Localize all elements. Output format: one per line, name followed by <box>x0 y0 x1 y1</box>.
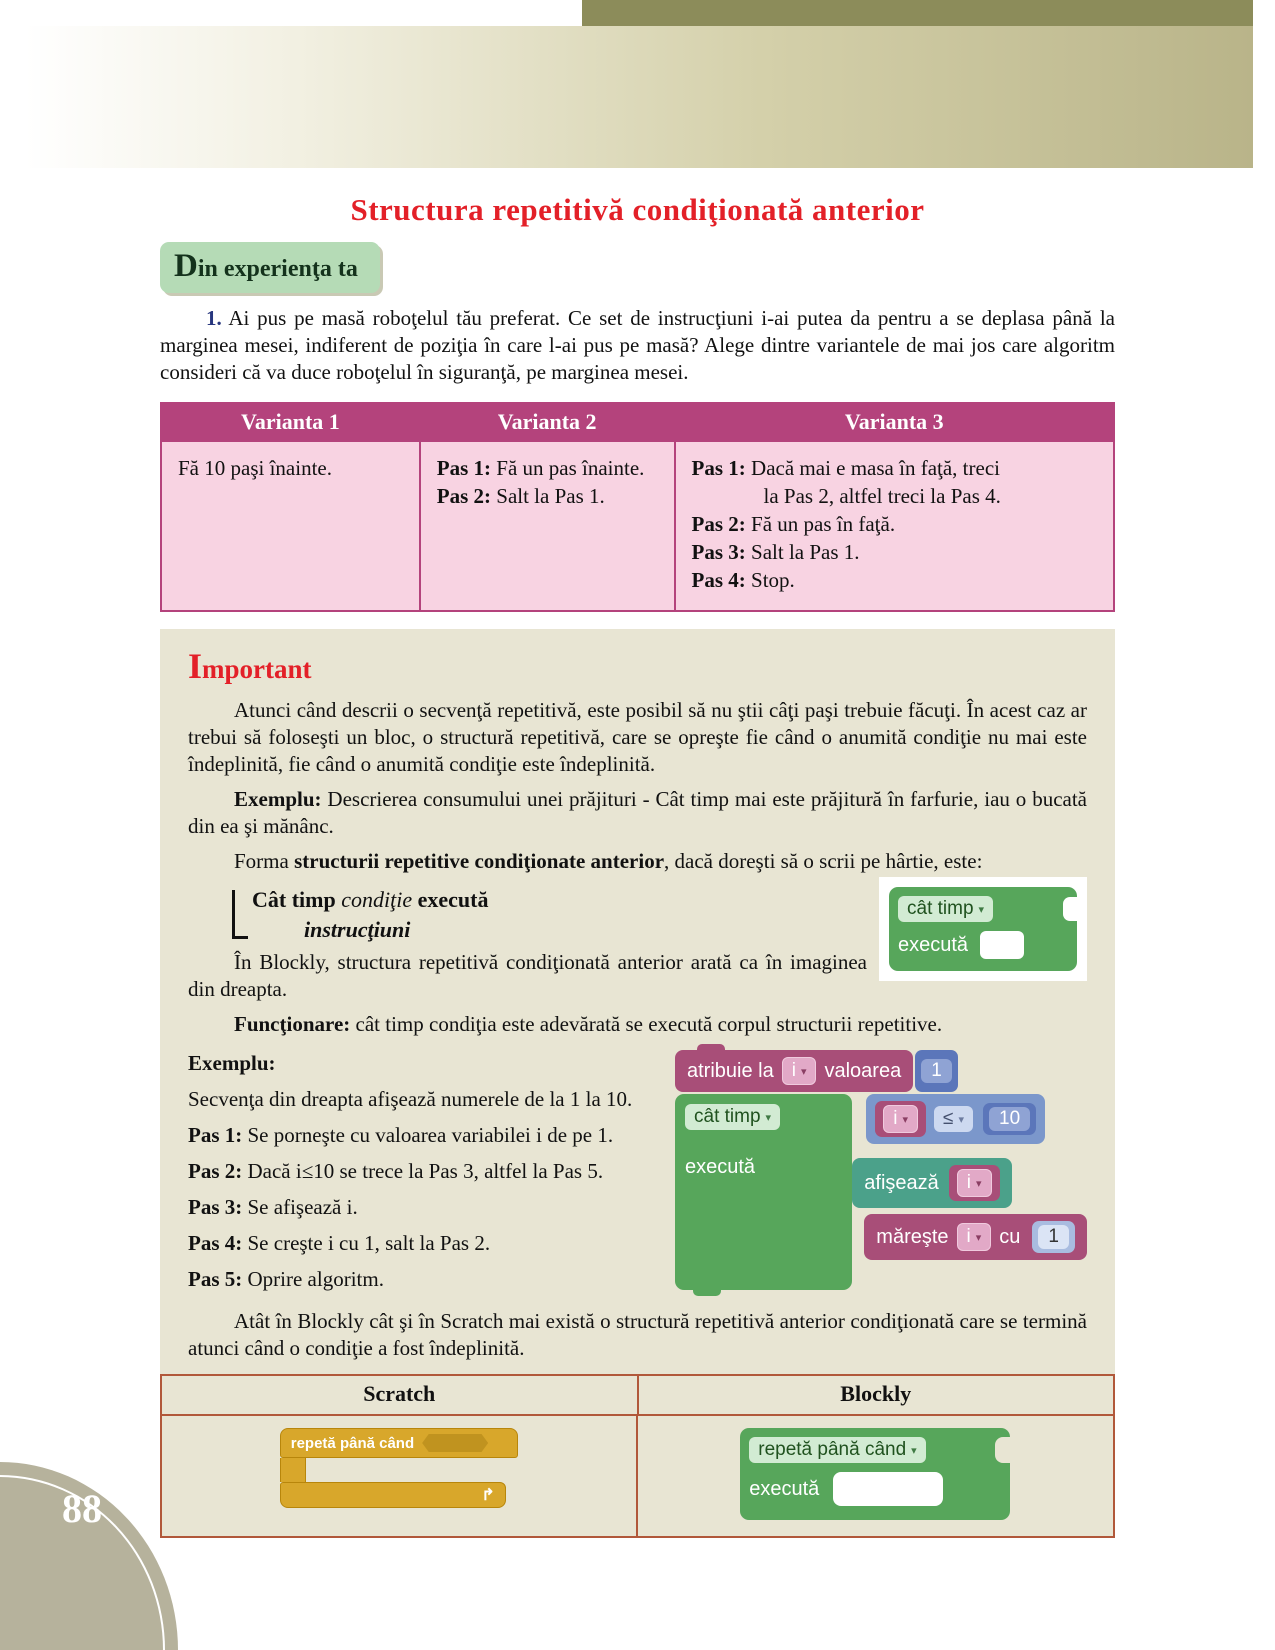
variant-3-line: Pas 4: Stop. <box>691 568 795 592</box>
green-loop-body <box>675 1094 852 1290</box>
variant-1-text: Fă 10 paşi înainte. <box>178 456 332 480</box>
page-title: Structura repetitivă condiţionată anterior <box>350 192 925 227</box>
blockly-repeat-until-block <box>740 1428 1010 1520</box>
executa-label: execută <box>685 1156 756 1178</box>
closing-paragraph: Atât în Blockly cât şi în Scratch mai există o structură repetitivă anterior condiţionată care se termină atunci când o condiţie a fost îndeplinită. <box>188 1309 1087 1360</box>
mareste-block: măreşte i ▾ cu 1 <box>864 1214 1087 1260</box>
page-content <box>160 192 1115 1538</box>
executa-label: execută <box>749 1477 820 1500</box>
dropdown-arrow-icon: ▾ <box>958 1113 965 1126</box>
example-steps <box>188 1048 663 1300</box>
dropdown-arrow-icon: ▾ <box>978 903 985 916</box>
scratch-cell <box>162 1416 638 1536</box>
blockly-example-image <box>675 1050 1087 1290</box>
intro-number: 1. <box>206 306 222 330</box>
condition-slot <box>1063 897 1077 921</box>
pseudo-left-column <box>188 875 867 1003</box>
variant-3-line: la Pas 2, altfel treci la Pas 4. <box>763 484 1001 508</box>
exemplu-text: Descrierea consumului unei prăjituri - Cât timp mai este prăjitură în farfurie, iau o bucată din ea şi mănânc. <box>188 787 1087 838</box>
blockly-cell <box>638 1416 1114 1536</box>
variant-2-line: Pas 1: Fă un pas înainte. <box>436 456 645 480</box>
statement-slot <box>833 1472 943 1506</box>
dropdown-arrow-icon: ▾ <box>975 1231 982 1244</box>
variants-header-3: Varianta 3 <box>844 409 944 434</box>
top-dark-band <box>582 0 1253 26</box>
dropdown-arrow-icon: ▾ <box>800 1065 807 1078</box>
condition-hexagon-slot <box>422 1434 488 1452</box>
important-paragraph: Atunci când descrii o secvenţă repetitivă, este posibil să nu ştii câţi paşi trebuie făcuţi. În acest caz ar trebui să foloseşti un bloc, o structură repetitivă, care se opreşte fie când o anumită condiţie nu mai este îndeplinită, fie când o anumită condiţie este îndeplinită. <box>188 698 1087 776</box>
important-heading: Important <box>188 646 312 686</box>
page-number: 88 <box>62 1486 102 1531</box>
statement-slot <box>980 931 1024 959</box>
cat-timp-dropdown: cât timp ▾ <box>685 1104 780 1130</box>
variable-dropdown: i ▾ <box>782 1057 817 1085</box>
cat-timp-dropdown: cât timp ▾ <box>898 896 993 922</box>
atribuie-block: atribuie la i ▾ valoarea 1 <box>675 1050 1087 1092</box>
scratch-repeat-until-block: repetă până când ↱ <box>280 1428 518 1520</box>
variant-3-line: Pas 1: Dacă mai e masa în faţă, treci <box>691 456 1000 480</box>
pseudo-line-1: Cât timp condiţie execută <box>252 887 489 912</box>
exemplu-paragraph <box>188 786 1087 840</box>
variants-table-header <box>162 404 1113 442</box>
variant-2-line: Pas 2: Salt la Pas 1. <box>436 484 605 508</box>
cat-timp-block <box>675 1094 1087 1290</box>
blockly-note: În Blockly, structura repetitivă condiţionată anterior arată ca în imaginea din dreapta. <box>188 950 867 1001</box>
executa-label: execută <box>898 933 969 956</box>
forma-paragraph: Forma structurii repetitive condiţionate anterior, dacă doreşti să o scrii pe hârtie, este: <box>234 849 983 873</box>
c-shape-spine <box>280 1458 306 1482</box>
intro-paragraph <box>160 305 1115 386</box>
exemplu2-label: Exemplu: <box>188 1051 276 1075</box>
scratch-blockly-table <box>160 1374 1115 1538</box>
variant-2-cell <box>419 442 676 610</box>
blockly-while-block <box>889 887 1077 971</box>
top-gradient-band <box>25 26 1253 168</box>
pseudo-line-2: instrucţiuni <box>304 917 411 942</box>
variable-dropdown: i ▾ <box>957 1223 992 1251</box>
dropdown-arrow-icon: ▾ <box>911 1444 917 1457</box>
example-row <box>188 1048 1087 1300</box>
bracket-shape <box>232 890 248 939</box>
step-line: Pas 5: Oprire algoritm. <box>188 1267 384 1291</box>
scratch-header: Scratch <box>162 1376 639 1414</box>
variant-3-line: Pas 2: Fă un pas în faţă. <box>691 512 896 536</box>
step-line: Pas 3: Se afişează i. <box>188 1195 358 1219</box>
condition-slot <box>995 1437 1010 1463</box>
comparison-block <box>866 1094 1045 1144</box>
exemplu-label: Exemplu: <box>234 787 322 811</box>
repeta-dropdown: repetă până când ▾ <box>749 1437 925 1463</box>
value-block-1: 1 <box>915 1050 958 1092</box>
variants-header-2: Varianta 2 <box>497 409 597 434</box>
variant-3-line: Pas 3: Salt la Pas 1. <box>691 540 860 564</box>
variants-table-body <box>162 442 1113 610</box>
variable-dropdown: i ▾ <box>957 1169 992 1197</box>
dropdown-arrow-icon: ▾ <box>765 1111 772 1124</box>
experience-badge: Din experienţa ta <box>160 242 380 293</box>
variant-1-cell <box>162 442 419 610</box>
blockly-while-image <box>879 877 1087 981</box>
value-block-10: 10 <box>983 1103 1036 1135</box>
dropdown-arrow-icon: ▾ <box>976 1177 982 1190</box>
step-line: Pas 1: Se porneşte cu valoarea variabilei i de pe 1. <box>188 1123 614 1147</box>
variants-header-1: Varianta 1 <box>240 409 340 434</box>
step-line: Pas 4: Se creşte i cu 1, salt la Pas 2. <box>188 1231 491 1255</box>
scratch-blockly-header <box>162 1376 1113 1416</box>
pseudocode <box>232 885 867 945</box>
functionare-paragraph: Funcţionare: cât timp condiţia este adevărată se execută corpul structurii repetitive. <box>234 1012 943 1036</box>
pseudo-and-block-row <box>188 875 1087 1003</box>
intro-text: Ai pus pe masă roboţelul tău preferat. Ce set de instrucţiuni i-ai putea da pentru a se deplasa până la marginea mesei, indiferent de poziţia în care l-ai pus pe masă? Alege dintre variantele de mai jos care algoritm consideri că va duce roboţelul în siguranţă, pe marginea mesei. <box>160 306 1115 384</box>
variable-dropdown: i ▾ <box>883 1105 918 1133</box>
value-block-inc: 1 <box>1032 1221 1075 1253</box>
exemplu2-intro: Secvenţa din dreapta afişează numerele de la 1 la 10. <box>188 1087 633 1111</box>
variants-table <box>160 402 1115 612</box>
important-panel <box>160 629 1115 1538</box>
afiseaza-block: afişează i ▾ <box>852 1158 1011 1208</box>
operator-dropdown: ≤ ▾ <box>934 1106 973 1132</box>
blockly-header: Blockly <box>840 1381 912 1406</box>
step-line: Pas 2: Dacă i≤10 se trece la Pas 3, altfel la Pas 5. <box>188 1159 604 1183</box>
loop-arrow-icon: ↱ <box>481 1487 495 1504</box>
dropdown-arrow-icon: ▾ <box>902 1113 909 1126</box>
variant-3-cell <box>676 442 1113 610</box>
